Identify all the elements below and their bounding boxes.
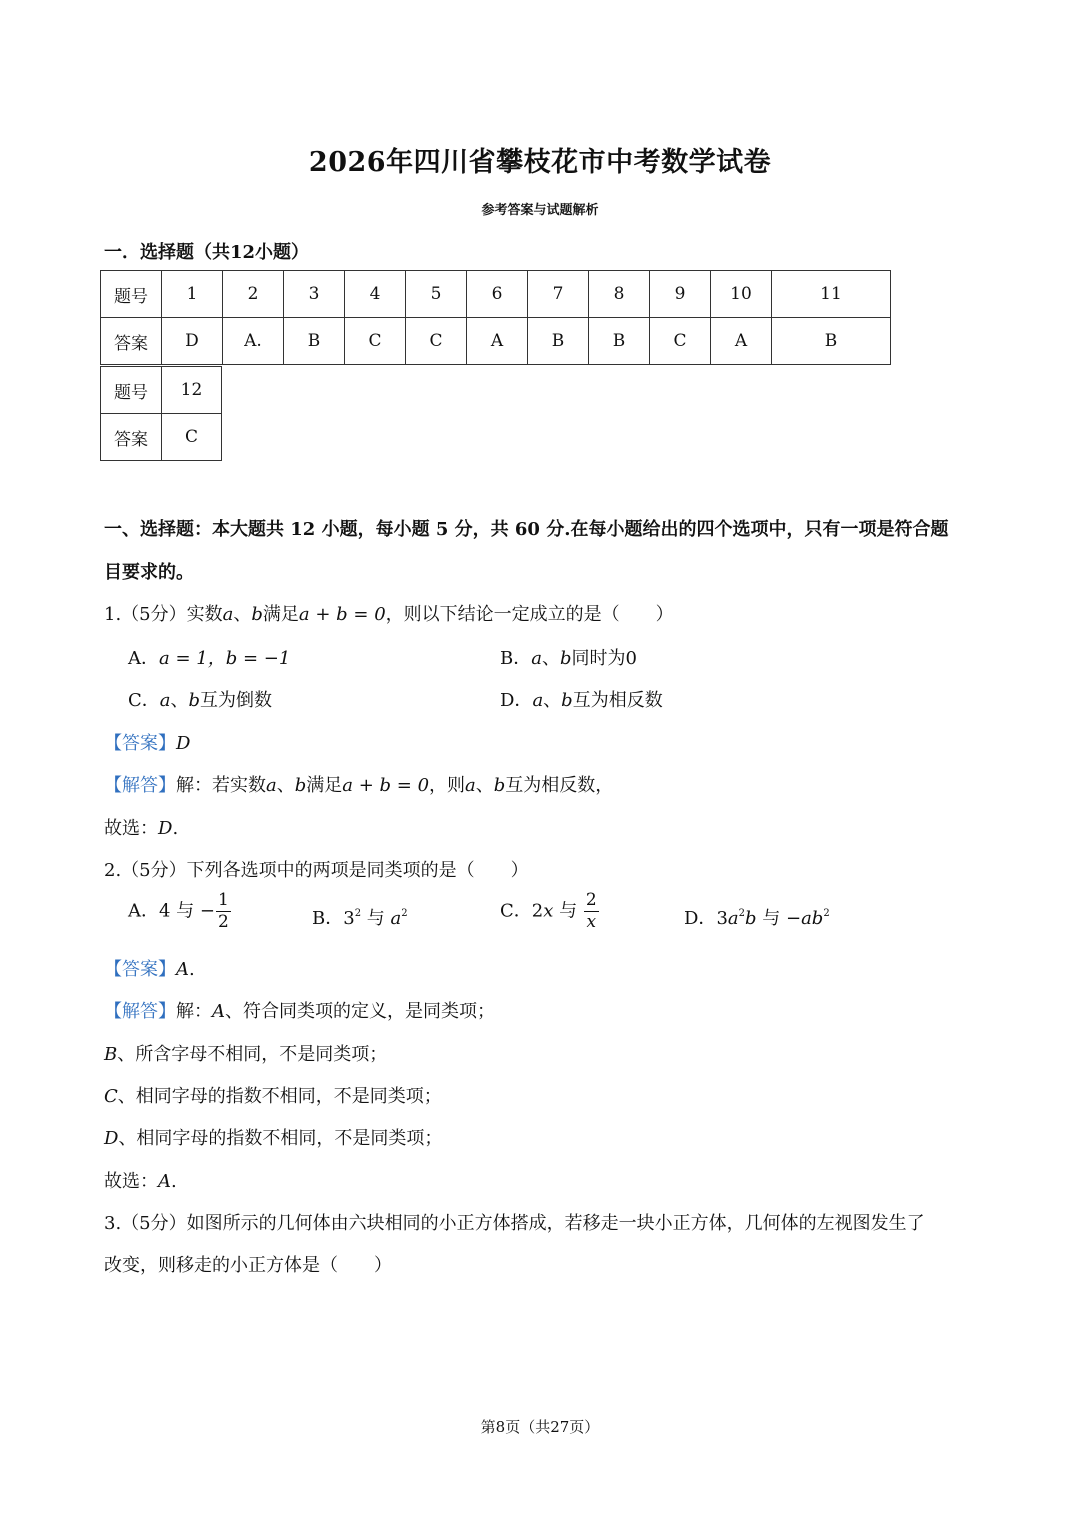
- table-cell-question: 6: [467, 271, 528, 318]
- table-cell-answer: C: [162, 414, 222, 461]
- table-cell-question: 2: [223, 271, 284, 318]
- page-footer: 第8页（共27页）: [480, 1418, 600, 1436]
- q1-option-c: C．a、b互为倒数: [128, 690, 273, 711]
- table-cell-question: 12: [162, 367, 222, 414]
- table-cell-question: 8: [589, 271, 650, 318]
- table-cell-answer: B: [589, 318, 650, 365]
- table-cell-answer: A: [711, 318, 772, 365]
- table-label-answer: 答案: [101, 318, 162, 365]
- q2-option-a: A．4 与 − $\frac{1}{2}$: [128, 890, 229, 932]
- answer-table-continued: [100, 366, 222, 461]
- table-label-question: 题号: [101, 271, 162, 318]
- q2-answer: 【答案】A.: [104, 959, 195, 980]
- q2-analysis-d: D、相同字母的指数不相同，不是同类项；: [104, 1128, 443, 1149]
- q2-choice: 故选：A.: [104, 1171, 177, 1192]
- q2-analysis: 【解答】解：A、符合同类项的定义，是同类项；: [104, 1001, 495, 1022]
- answer-table: [100, 270, 891, 365]
- table-cell-question: 7: [528, 271, 589, 318]
- question-3-line1: 3.（5分）如图所示的几何体由六块相同的小正方体搭成，若移走一块小正方体，几何体的左视图发生了: [104, 1213, 925, 1234]
- table-cell-question: 3: [284, 271, 345, 318]
- q2-option-b: B．$3^2$ 与 $a^2$: [312, 908, 408, 929]
- table-cell-answer: D: [162, 318, 223, 365]
- table-label-question: 题号: [101, 367, 162, 414]
- table-cell-question: 1: [162, 271, 223, 318]
- table-label-answer: 答案: [101, 414, 162, 461]
- table-cell-question: 4: [345, 271, 406, 318]
- section-heading: 一．选择题（共12小题）: [104, 242, 310, 263]
- q2-analysis-c: C、相同字母的指数不相同，不是同类项；: [104, 1086, 442, 1107]
- table-cell-answer: C: [406, 318, 467, 365]
- fraction-one-half: $\frac{1}{2}$: [217, 890, 229, 932]
- q1-option-d: D．a、b互为相反数: [500, 690, 663, 711]
- section-intro-line2: 目要求的。: [104, 562, 194, 583]
- q1-option-b: B．a、b同时为0: [500, 648, 637, 669]
- fraction-two-over-x: $\frac{2}{x}$: [585, 890, 597, 932]
- table-cell-question: 5: [406, 271, 467, 318]
- q1-option-a: A．a = 1，b = −1: [128, 648, 291, 669]
- q1-analysis: 【解答】解：若实数a、b满足a + b = 0，则a、b互为相反数，: [104, 775, 614, 796]
- table-cell-question: 9: [650, 271, 711, 318]
- table-cell-answer: A.: [223, 318, 284, 365]
- question-2: 2.（5分）下列各选项中的两项是同类项的是（ ）: [104, 860, 529, 881]
- section-intro-line1: 一、选择题：本大题共 12 小题，每小题 5 分，共 60 分.在每小题给出的四个选项中，只有一项是符合题: [104, 519, 949, 540]
- table-cell-answer: B: [528, 318, 589, 365]
- q1-choice: 故选：D.: [104, 818, 179, 839]
- table-cell-answer: C: [650, 318, 711, 365]
- question-3-line2: 改变，则移走的小正方体是（ ）: [104, 1255, 392, 1276]
- q2-option-d: D．$3a^2b$ 与 $-ab^2$: [684, 908, 830, 929]
- table-cell-question: 11: [772, 271, 891, 318]
- table-cell-answer: A: [467, 318, 528, 365]
- table-cell-answer: B: [284, 318, 345, 365]
- q1-answer: 【答案】D: [104, 733, 191, 754]
- page-subtitle: 参考答案与试题解析: [481, 203, 599, 218]
- table-cell-answer: B: [772, 318, 891, 365]
- question-1: 1.（5分）实数a、b满足a + b = 0，则以下结论一定成立的是（ ）: [104, 604, 674, 625]
- table-cell-question: 10: [711, 271, 772, 318]
- page-title: 2026年四川省攀枝花市中考数学试卷: [308, 147, 772, 178]
- table-cell-answer: C: [345, 318, 406, 365]
- q2-analysis-b: B、所含字母不相同，不是同类项；: [104, 1044, 388, 1065]
- q2-option-c: C．2x 与 $\frac{2}{x}$: [500, 890, 597, 932]
